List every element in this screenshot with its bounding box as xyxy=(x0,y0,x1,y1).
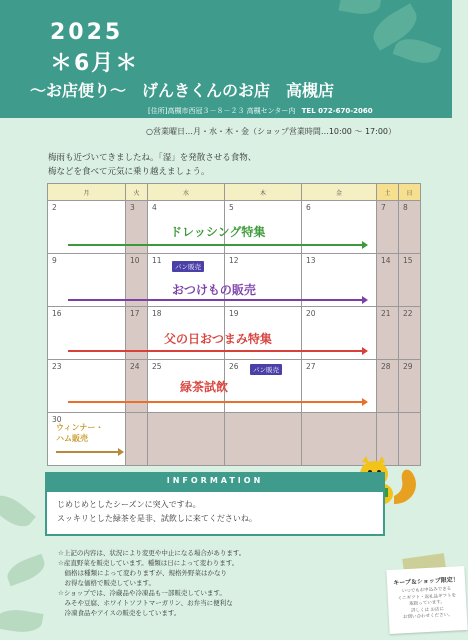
leaf-decoration xyxy=(339,0,382,17)
day-cell: 29 xyxy=(399,360,421,413)
day-cell: 18 xyxy=(148,307,225,360)
note-line: ☆上記の内容は、状況により変更や中止になる場合があります。 xyxy=(58,549,246,557)
day-cell: 22 xyxy=(399,307,421,360)
event-tsukemono: おつけもの販売 xyxy=(172,283,256,297)
card-body xyxy=(387,583,467,623)
card-line: お問い合わせください。 xyxy=(403,612,453,621)
day-cell: 4 xyxy=(148,201,225,254)
intro-text xyxy=(48,151,256,179)
note-line: ☆産直野菜を販売しています。種類は日によって変わります。 xyxy=(58,559,239,567)
day-cell: 11 xyxy=(148,254,225,307)
month-heading: ＊6月＊ xyxy=(50,51,140,76)
page-title: ～お店便り～ げんきくんのお店 高槻店 xyxy=(30,81,335,100)
day-cell: 28 xyxy=(377,360,399,413)
event-wiener-line: ウィンナー・ xyxy=(56,423,104,432)
business-hours: ○営業曜日…月・水・木・金（ショップ営業時間…10:00 ～ 17:00） xyxy=(146,127,397,136)
day-cell: 24 xyxy=(126,360,148,413)
address-text: [住所]高槻市西冠３－８－２３ 高槻センター内 xyxy=(148,107,296,115)
day-cell: 3 xyxy=(126,201,148,254)
weekday-header: 土 xyxy=(377,184,399,201)
card-line: 詳しくは お店に xyxy=(410,606,445,614)
day-cell: 27 xyxy=(302,360,377,413)
day-cell xyxy=(126,413,148,466)
information-box xyxy=(45,490,385,536)
information-heading: INFORMATION xyxy=(45,472,385,490)
event-wiener xyxy=(56,422,104,444)
weekday-header: 水 xyxy=(148,184,225,201)
note-line: 冷凍食品やアイスの販売をしています。 xyxy=(58,609,181,617)
day-cell: 14 xyxy=(377,254,399,307)
weekday-header: 日 xyxy=(399,184,421,201)
event-arrow xyxy=(56,451,120,453)
intro-line: 梅雨も近づいてきましたね。「湿」を発散させる食物、 xyxy=(48,153,257,163)
day-cell: 17 xyxy=(126,307,148,360)
notes-list xyxy=(58,548,245,618)
event-fathers-day: 父の日おつまみ特集 xyxy=(164,332,272,346)
day-cell: 5 xyxy=(225,201,302,254)
weekday-header: 木 xyxy=(225,184,302,201)
event-arrow xyxy=(68,350,364,352)
event-wiener-line: ハム販売 xyxy=(56,434,88,443)
day-cell: 23 xyxy=(48,360,126,413)
bread-sale-badge: パン販売 xyxy=(250,364,282,375)
information-line: スッキリとした緑茶を是非、試飲しに来てくださいね。 xyxy=(57,514,257,523)
day-cell: 25 xyxy=(148,360,225,413)
day-cell: 15 xyxy=(399,254,421,307)
leaf-decoration xyxy=(0,606,44,636)
day-cell: 10 xyxy=(126,254,148,307)
weekday-header: 月 xyxy=(48,184,126,201)
card-line: ミニギフト・返礼品ギフトを xyxy=(397,592,457,602)
day-cell: 20 xyxy=(302,307,377,360)
day-cell: 26 xyxy=(225,360,302,413)
weekday-header: 金 xyxy=(302,184,377,201)
day-cell: 19 xyxy=(225,307,302,360)
day-cell: 21 xyxy=(377,307,399,360)
event-green-tea: 緑茶試飲 xyxy=(180,380,229,394)
day-cell: 13 xyxy=(302,254,377,307)
day-cell xyxy=(225,413,302,466)
card-line: いつでもお申込みできる xyxy=(401,586,452,595)
note-line: みそや豆腐、ホワイトソフトマーガリン、お弁当に便利な xyxy=(58,599,233,607)
weekday-header: 火 xyxy=(126,184,148,201)
information-line: じめじめとしたシーズンに突入ですね。 xyxy=(57,500,201,509)
day-cell: 2 xyxy=(48,201,126,254)
leaf-decoration xyxy=(0,488,36,533)
event-arrow xyxy=(68,401,364,403)
event-dressing: ドレッシング特集 xyxy=(170,225,266,239)
note-line: 価格は種類によって変わりますが、規格外野菜はかなり xyxy=(58,569,227,577)
day-cell: 12 xyxy=(225,254,302,307)
tel-text: TEL 072-670-2060 xyxy=(301,107,373,115)
day-cell: 8 xyxy=(399,201,421,254)
note-line: お得な価格で販売しています。 xyxy=(58,579,155,587)
day-cell: 16 xyxy=(48,307,126,360)
day-cell xyxy=(148,413,225,466)
leaf-decoration xyxy=(4,554,48,586)
calendar-header-row xyxy=(48,184,421,201)
gift-card-note xyxy=(386,566,467,634)
day-cell: 9 xyxy=(48,254,126,307)
event-arrow xyxy=(68,299,364,301)
year-heading: 2025 xyxy=(50,20,124,45)
bread-sale-badge: パン販売 xyxy=(172,261,204,272)
note-line: ☆ショップでは、冷蔵品や冷凍品も一部販売しています。 xyxy=(58,589,226,597)
intro-line: 梅などを食べて元気に乗り越えましょう。 xyxy=(48,167,210,177)
card-line: 取扱っています。 xyxy=(409,600,446,607)
day-cell: 30 xyxy=(48,413,126,466)
day-cell: 6 xyxy=(302,201,377,254)
day-cell: 7 xyxy=(377,201,399,254)
card-title: キープ＆ショップ限定！ xyxy=(393,576,459,587)
event-arrow xyxy=(68,244,364,246)
store-address xyxy=(148,106,373,116)
